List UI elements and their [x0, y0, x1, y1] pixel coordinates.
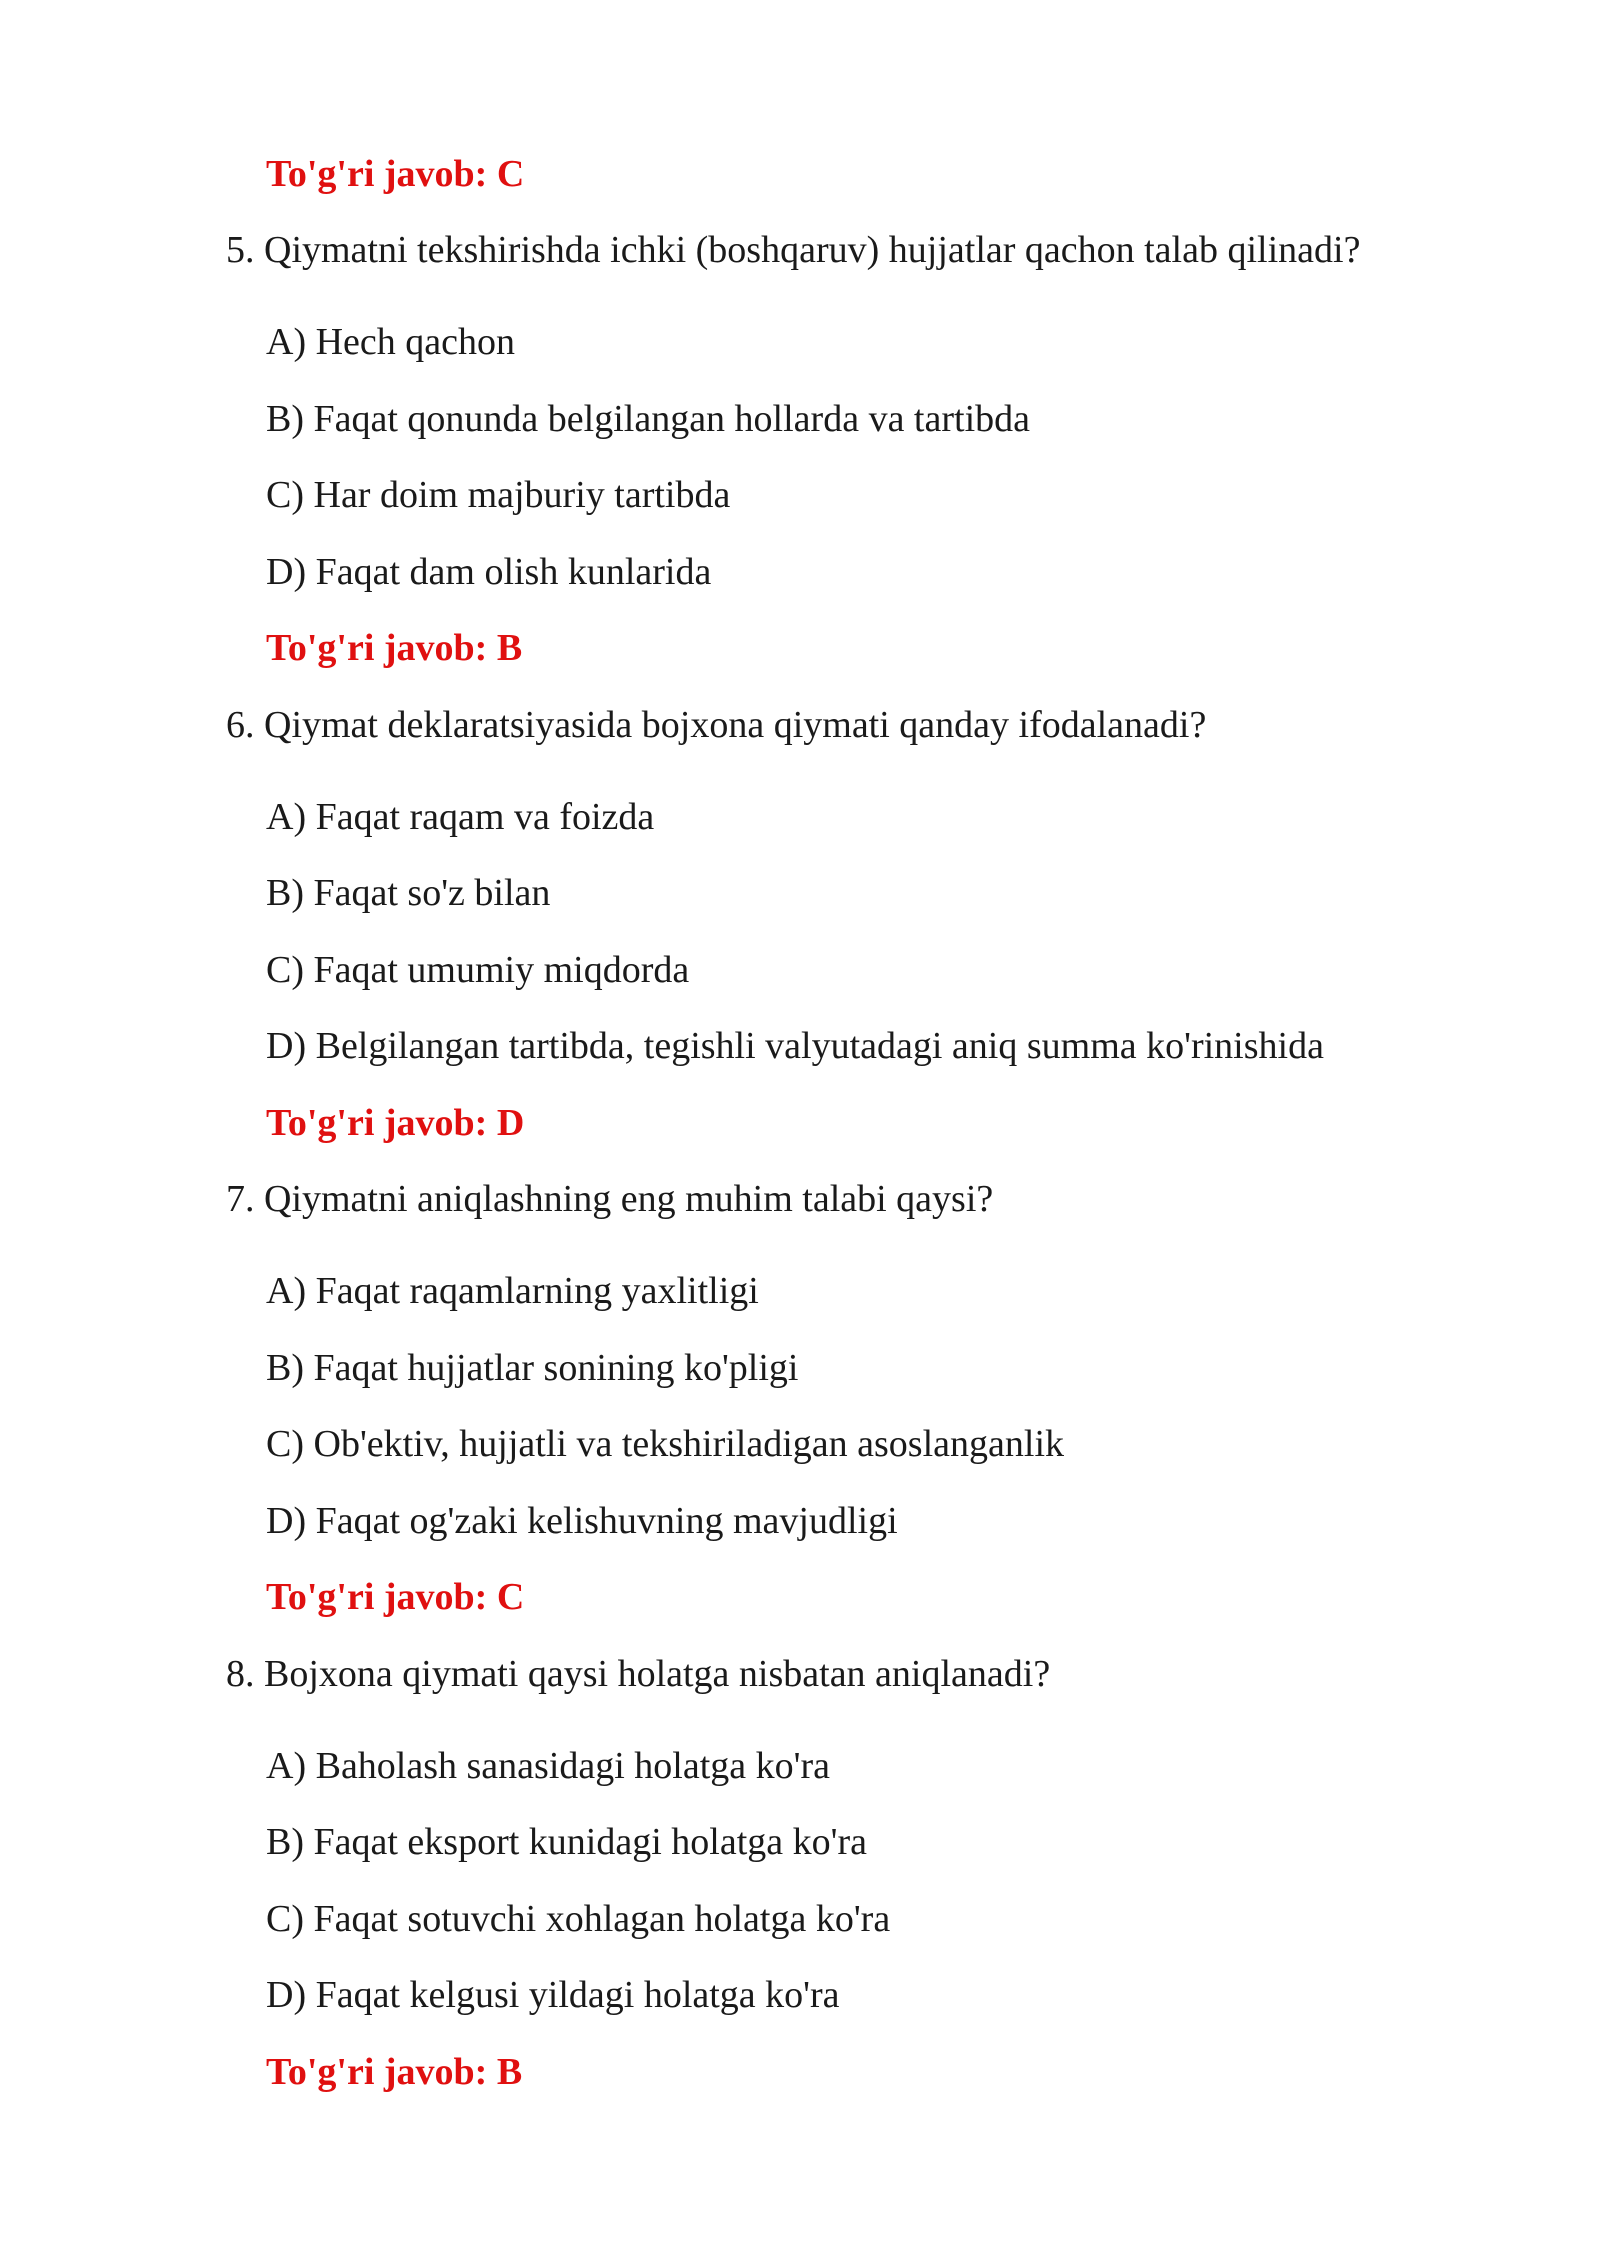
question-7-option-c: C) Ob'ektiv, hujjatli va tekshiriladigan asoslanganlik — [266, 1423, 1064, 1465]
correct-answer-q6: To'g'ri javob: D — [266, 1102, 525, 1144]
correct-answer-q5: To'g'ri javob: B — [266, 627, 523, 669]
question-7-option-a: A) Faqat raqamlarning yaxlitligi — [266, 1270, 759, 1312]
question-6-option-a: A) Faqat raqam va foizda — [266, 796, 655, 838]
question-6-option-c: C) Faqat umumiy miqdorda — [266, 949, 690, 991]
question-8-option-a: A) Baholash sanasidagi holatga ko'ra — [266, 1745, 831, 1787]
question-8-option-c: C) Faqat sotuvchi xohlagan holatga ko'ra — [266, 1898, 891, 1940]
question-5-option-a: A) Hech qachon — [266, 321, 516, 363]
correct-answer-q8: To'g'ri javob: B — [266, 2051, 523, 2093]
question-6-option-d: D) Belgilangan tartibda, tegishli valyutadagi aniq summa ko'rinishida — [266, 1025, 1324, 1067]
question-6-option-b: B) Faqat so'z bilan — [266, 872, 551, 914]
question-8-option-d: D) Faqat kelgusi yildagi holatga ko'ra — [266, 1974, 840, 2016]
question-7-option-b: B) Faqat hujjatlar sonining ko'pligi — [266, 1347, 799, 1389]
question-8: 8. Bojxona qiymati qaysi holatga nisbatan aniqlanadi? — [226, 1653, 1051, 1695]
correct-answer-q4: To'g'ri javob: C — [266, 153, 525, 195]
question-8-option-b: B) Faqat eksport kunidagi holatga ko'ra — [266, 1821, 867, 1863]
question-7: 7. Qiymatni aniqlashning eng muhim talabi qaysi? — [226, 1178, 994, 1220]
question-5-option-d: D) Faqat dam olish kunlarida — [266, 551, 712, 593]
question-7-option-d: D) Faqat og'zaki kelishuvning mavjudligi — [266, 1500, 898, 1542]
question-6: 6. Qiymat deklaratsiyasida bojxona qiymati qanday ifodalanadi? — [226, 704, 1207, 746]
question-5-option-c: C) Har doim majburiy tartibda — [266, 474, 731, 516]
question-5-option-b: B) Faqat qonunda belgilangan hollarda va tartibda — [266, 398, 1030, 440]
correct-answer-q7: To'g'ri javob: C — [266, 1576, 525, 1618]
question-5: 5. Qiymatni tekshirishda ichki (boshqaruv) hujjatlar qachon talab qilinadi? — [226, 229, 1361, 271]
